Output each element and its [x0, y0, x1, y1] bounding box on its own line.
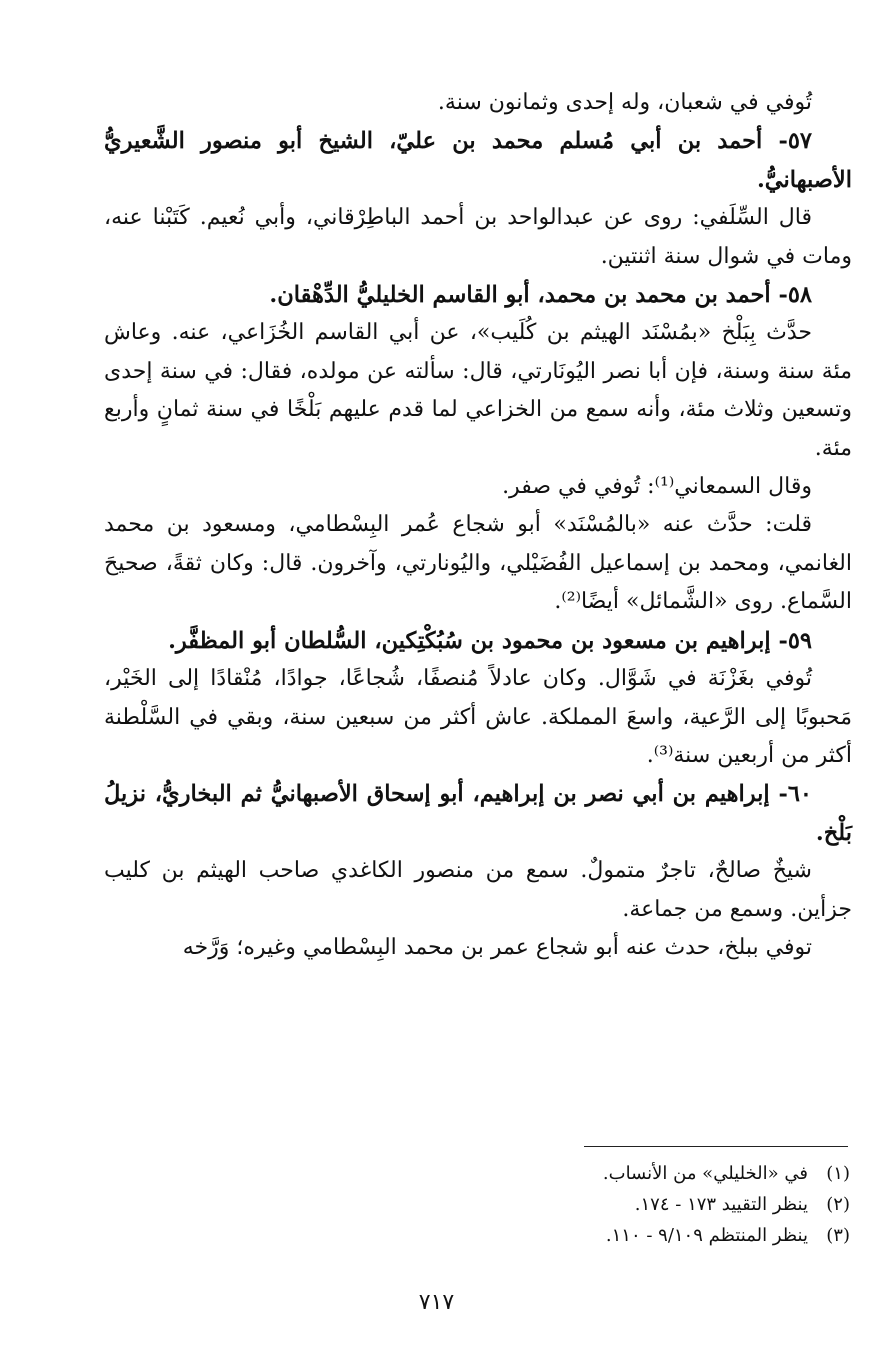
paragraph-qult: قلت: حدَّث عنه «بالمُسْنَد» أبو شجاع عُمر البِسْطامي، ومسعود بن محمد الغانمي، ومحمد بن إسماعيل الفُضَيْلي، واليُونارتي، وآخرون. قال: وكان ثقةً، صحيحَ السَّماع. روى «الشَّمائل» أيضًا⁽²⁾. — [104, 512, 852, 615]
page-number: ٧١٧ — [418, 1290, 455, 1315]
footnote-number: (١) — [826, 1163, 850, 1184]
footnote-number: (٣) — [826, 1225, 850, 1246]
footnote-item — [420, 1158, 850, 1189]
footnote-text: ينظر التقييد ١٧٣ - ١٧٤. — [634, 1194, 808, 1215]
footnote-item — [420, 1189, 850, 1220]
footnote-number: (٢) — [826, 1194, 850, 1215]
entry-heading-60: ٦٠- إبراهيم بن أبي نصر بن إبراهيم، أبو إسحاق الأصبهانيُّ ثم البخاريُّ، نزيلُ بَلْخ. — [104, 781, 852, 846]
entry-heading-57: ٥٧- أحمد بن أبي مُسلم محمد بن عليّ، الشيخ أبو منصور الشَّعيريُّ الأصبهانيُّ. — [104, 128, 852, 193]
paragraph-death-balkh: توفي ببلخ، حدث عنه أبو شجاع عمر بن محمد البِسْطامي وغيره؛ وَرَّخه — [182, 934, 812, 960]
footnote-item — [420, 1220, 850, 1251]
footnotes — [420, 1158, 850, 1251]
entry-heading-58: ٥٨- أحمد بن محمد بن محمد، أبو القاسم الخليليُّ الدِّهْقان. — [269, 282, 812, 309]
main-text — [104, 84, 852, 967]
footnote-divider — [584, 1146, 848, 1147]
paragraph-sultan: تُوفي بغَزْنَة في شَوَّال. وكان عادلاً مُنصفًا، شُجاعًا، جوادًا، مُنْقادًا إلى الخَيْر، مَحبوبًا إلى الرَّعية، واسعَ المملكة. عاش أكثر من سبعين سنة، وبقي في السَّلْطنة أكثر من أربعين سنة⁽³⁾. — [104, 666, 852, 768]
paragraph-silafi: قال السِّلَفي: روى عن عبدالواحد بن أحمد الباطِرْقاني، وأبي نُعيم. كَتَبْنا عنه، ومات في شوال سنة اثنتين. — [104, 205, 852, 269]
footnote-text: في «الخليلي» من الأنساب. — [602, 1163, 808, 1184]
entry-heading-59: ٥٩- إبراهيم بن مسعود بن محمود بن سُبُكْتِكين، السُّلطان أبو المظفَّر. — [168, 627, 812, 654]
paragraph-shaykh: شيخٌ صالحٌ، تاجرٌ متمولٌ. سمع من منصور الكاغدي صاحب الهيثم بن كليب جزأين. وسمع من جماعة. — [104, 858, 852, 922]
paragraph-samani: وقال السمعاني⁽¹⁾: تُوفي في صفر. — [502, 474, 812, 500]
paragraph-balkh-narration: حدَّث بِبَلْخ «بمُسْنَد الهيثم بن كُلَيب»، عن أبي القاسم الخُزَاعي، عنه. وعاش مئة سنة وسنة، فإن أبا نصر اليُونَارتي، قال: سألته عن مولده، فقال: في سنة إحدى وتسعين وثلاث مئة، وأنه سمع من الخزاعي لما قدم عليهم بَلْخًا في سنة ثمانٍ وأربع مئة. — [104, 320, 852, 461]
paragraph-death-note: تُوفي في شعبان، وله إحدى وثمانون سنة. — [437, 90, 812, 115]
footnote-text: ينظر المنتظم ٩/١٠٩ - ١١٠. — [605, 1225, 808, 1246]
